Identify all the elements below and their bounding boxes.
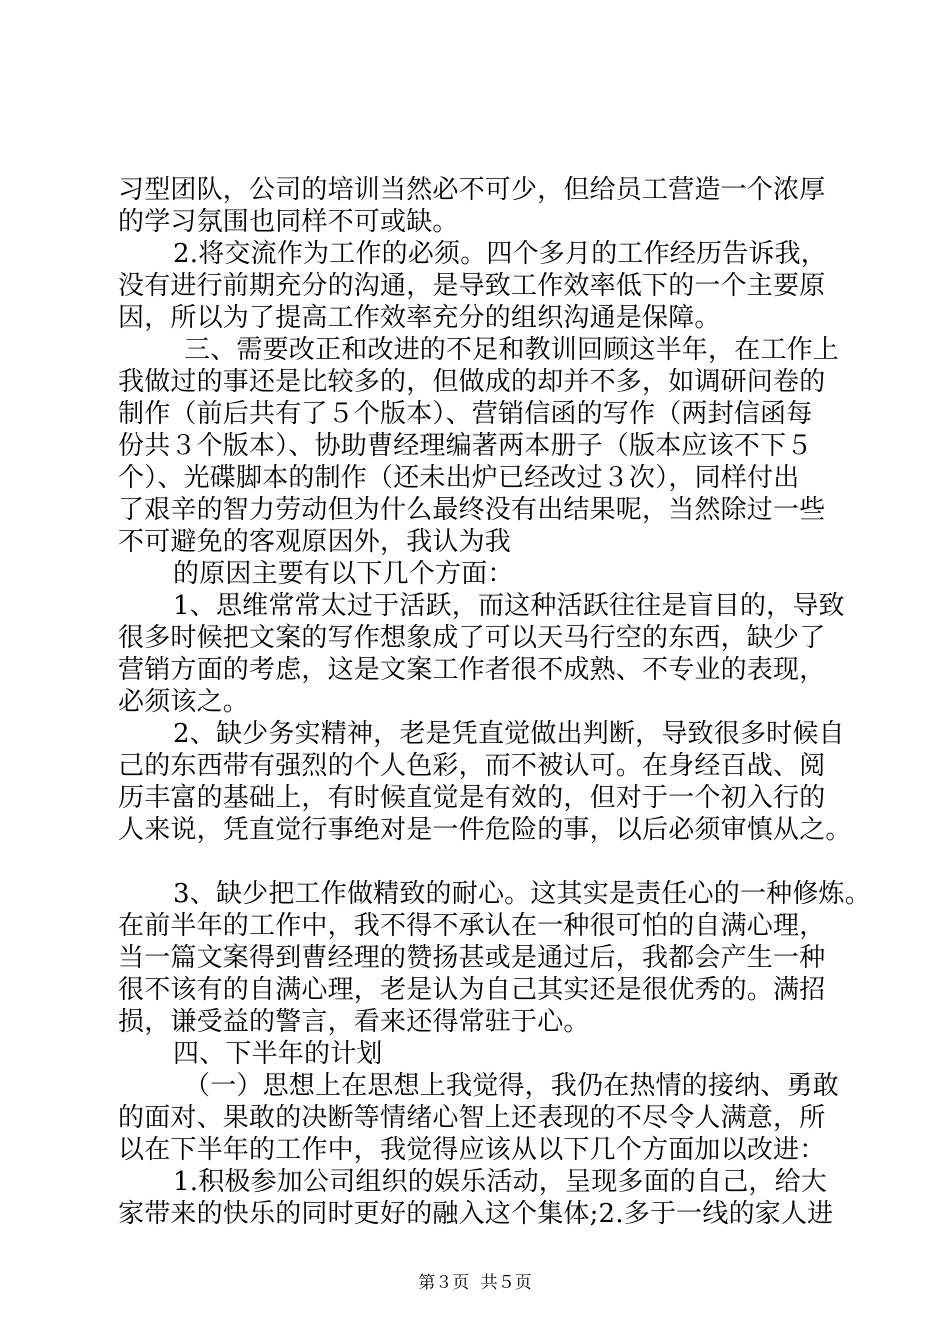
text-line: 我做过的事还是比较多的，但做成的却并不多，如调研问卷的 <box>118 367 826 397</box>
text-line: 己的东西带有强烈的个人色彩，而不被认可。在身经百战、阅 <box>118 751 826 781</box>
text-line: 营销方面的考虑，这是文案工作者很不成熟、不专业的表现， <box>118 655 826 685</box>
text-line: 损，谦受益的警言，看来还得常驻于心。 <box>118 1007 590 1037</box>
text-line: 个）、光碟脚本的制作（还未出炉已经改过３次），同样付出 <box>118 463 800 493</box>
text-line: 2、缺少务实精神，老是凭直觉做出判断，导致很多时候自 <box>173 719 845 749</box>
text-line: 的学习氛围也同样不可或缺。 <box>118 207 459 237</box>
text-line: 份共３个版本）、协助曹经理编著两本册子（版本应该不下５ <box>118 431 813 461</box>
text-line: 习型团队，公司的培训当然必不可少，但给员工营造一个浓厚 <box>118 175 826 205</box>
text-line: 制作（前后共有了５个版本）、营销信函的写作（两封信函每 <box>118 399 813 429</box>
text-line: 必须该之。 <box>118 687 250 717</box>
text-line: 的面对、果敢的决断等情绪心智上还表现的不尽令人满意，所 <box>118 1103 826 1133</box>
text-line: （一）思想上在思想上我觉得，我仍在热情的接纳、勇敢 <box>184 1071 840 1101</box>
text-line: 人来说，凭直觉行事绝对是一件危险的事，以后必须审慎从之。 <box>118 815 852 845</box>
text-line: 历丰富的基础上，有时候直觉是有效的，但对于一个初入行的 <box>118 783 826 813</box>
text-line: 1、思维常常太过于活跃，而这种活跃往往是盲目的，导致 <box>173 591 845 621</box>
text-line: 1.积极参加公司组织的娱乐活动，呈现多面的自己，给大 <box>173 1167 828 1197</box>
section-heading: 三、需要改正和改进的不足和教训回顾这半年，在工作上 <box>184 335 840 365</box>
text-line: 当一篇文案得到曹经理的赞扬甚或是通过后，我都会产生一种 <box>118 943 826 973</box>
text-line: 不可避免的客观原因外，我认为我 <box>118 527 512 557</box>
page-total: 共５页 <box>480 1273 532 1293</box>
text-line: 2.将交流作为工作的必须。四个多月的工作经历告诉我， <box>173 239 828 269</box>
text-line: 因，所以为了提高工作效率充分的组织沟通是保障。 <box>118 303 721 333</box>
text-line: 以在下半年的工作中，我觉得应该从以下几个方面加以改进： <box>118 1135 826 1165</box>
page-footer <box>0 1272 950 1294</box>
text-line: 3、缺少把工作做精致的耐心。这其实是责任心的一种修炼。 <box>173 879 871 909</box>
text-line: 很不该有的自满心理，老是认为自己其实还是很优秀的。满招 <box>118 975 826 1005</box>
text-line: 没有进行前期充分的沟通，是导致工作效率低下的一个主要原 <box>118 271 826 301</box>
text-line: 在前半年的工作中，我不得不承认在一种很可怕的自满心理， <box>118 911 826 941</box>
page-number: 第３页 <box>418 1273 470 1293</box>
text-line: 很多时候把文案的写作想象成了可以天马行空的东西，缺少了 <box>118 623 826 653</box>
text-line: 了艰辛的智力劳动但为什么最终没有出结果呢，当然除过一些 <box>118 495 826 525</box>
text-line: 的原因主要有以下几个方面： <box>173 559 514 589</box>
text-line: 家带来的快乐的同时更好的融入这个集体;2.多于一线的家人进 <box>118 1199 834 1229</box>
section-heading: 四、下半年的计划 <box>173 1039 383 1069</box>
